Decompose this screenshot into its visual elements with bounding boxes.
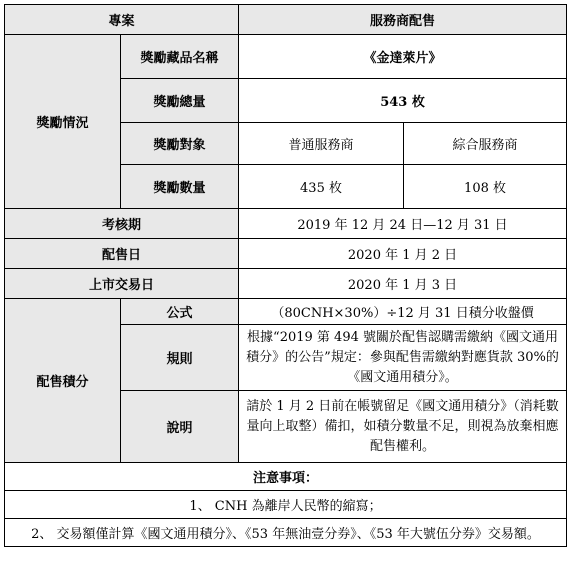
description-value: 請於 1 月 2 日前在帳號留足《國文通用積分》（消耗數量向上取整）備扣，如積分數量不足，則視為放棄相應配售權利。 — [239, 391, 567, 463]
table-row — [5, 239, 567, 269]
note-item-2: 2、 交易額僅計算《國文通用積分》、《53 年無油壹分券》、《53 年大號伍分券》交易額。 — [5, 519, 567, 547]
table-header-row — [5, 5, 567, 35]
reward-section-label: 獎勵情況 — [5, 35, 121, 209]
formula-label: 公式 — [121, 299, 239, 325]
rules-label: 規則 — [121, 325, 239, 391]
reward-quantity-comprehensive: 108 枚 — [404, 165, 567, 209]
reward-total-label: 獎勵總量 — [121, 79, 239, 123]
table-row — [5, 35, 567, 79]
allotment-day-label: 配售日 — [5, 239, 239, 269]
reward-quantity-regular: 435 枚 — [239, 165, 404, 209]
reward-target-label: 獎勵對象 — [121, 123, 239, 165]
list-item — [5, 491, 567, 519]
listing-day-label: 上市交易日 — [5, 269, 239, 299]
rules-value: 根據“2019 第 494 號關於配售認購需繳納《國文通用積分》的公告”規定：參與配售需繳納對應貨款 30%的《國文通用積分》。 — [239, 325, 567, 391]
listing-day-value: 2020 年 1 月 3 日 — [239, 269, 567, 299]
reward-target-regular: 普通服務商 — [239, 123, 404, 165]
table-row — [5, 269, 567, 299]
note-item-1: 1、 CNH 為離岸人民幣的縮寫； — [5, 491, 567, 519]
assessment-label: 考核期 — [5, 209, 239, 239]
reward-item-name-value: 《金達萊片》 — [239, 35, 567, 79]
notes-title: 注意事項： — [5, 463, 567, 491]
list-item — [5, 519, 567, 547]
reward-target-comprehensive: 綜合服務商 — [404, 123, 567, 165]
table-row — [5, 209, 567, 239]
header-service-allotment: 服務商配售 — [239, 5, 567, 35]
header-project: 專案 — [5, 5, 239, 35]
allotment-day-value: 2020 年 1 月 2 日 — [239, 239, 567, 269]
description-label: 說明 — [121, 391, 239, 463]
reward-item-name-label: 獎勵藏品名稱 — [121, 35, 239, 79]
assessment-value: 2019 年 12 月 24 日—12 月 31 日 — [239, 209, 567, 239]
formula-value: （80CNH×30%）÷12 月 31 日積分收盤價 — [239, 299, 567, 325]
allotment-points-label: 配售積分 — [5, 299, 121, 463]
table-row — [5, 299, 567, 325]
reward-total-value: 543 枚 — [239, 79, 567, 123]
allotment-table — [4, 4, 567, 547]
reward-quantity-label: 獎勵數量 — [121, 165, 239, 209]
notes-title-row — [5, 463, 567, 491]
